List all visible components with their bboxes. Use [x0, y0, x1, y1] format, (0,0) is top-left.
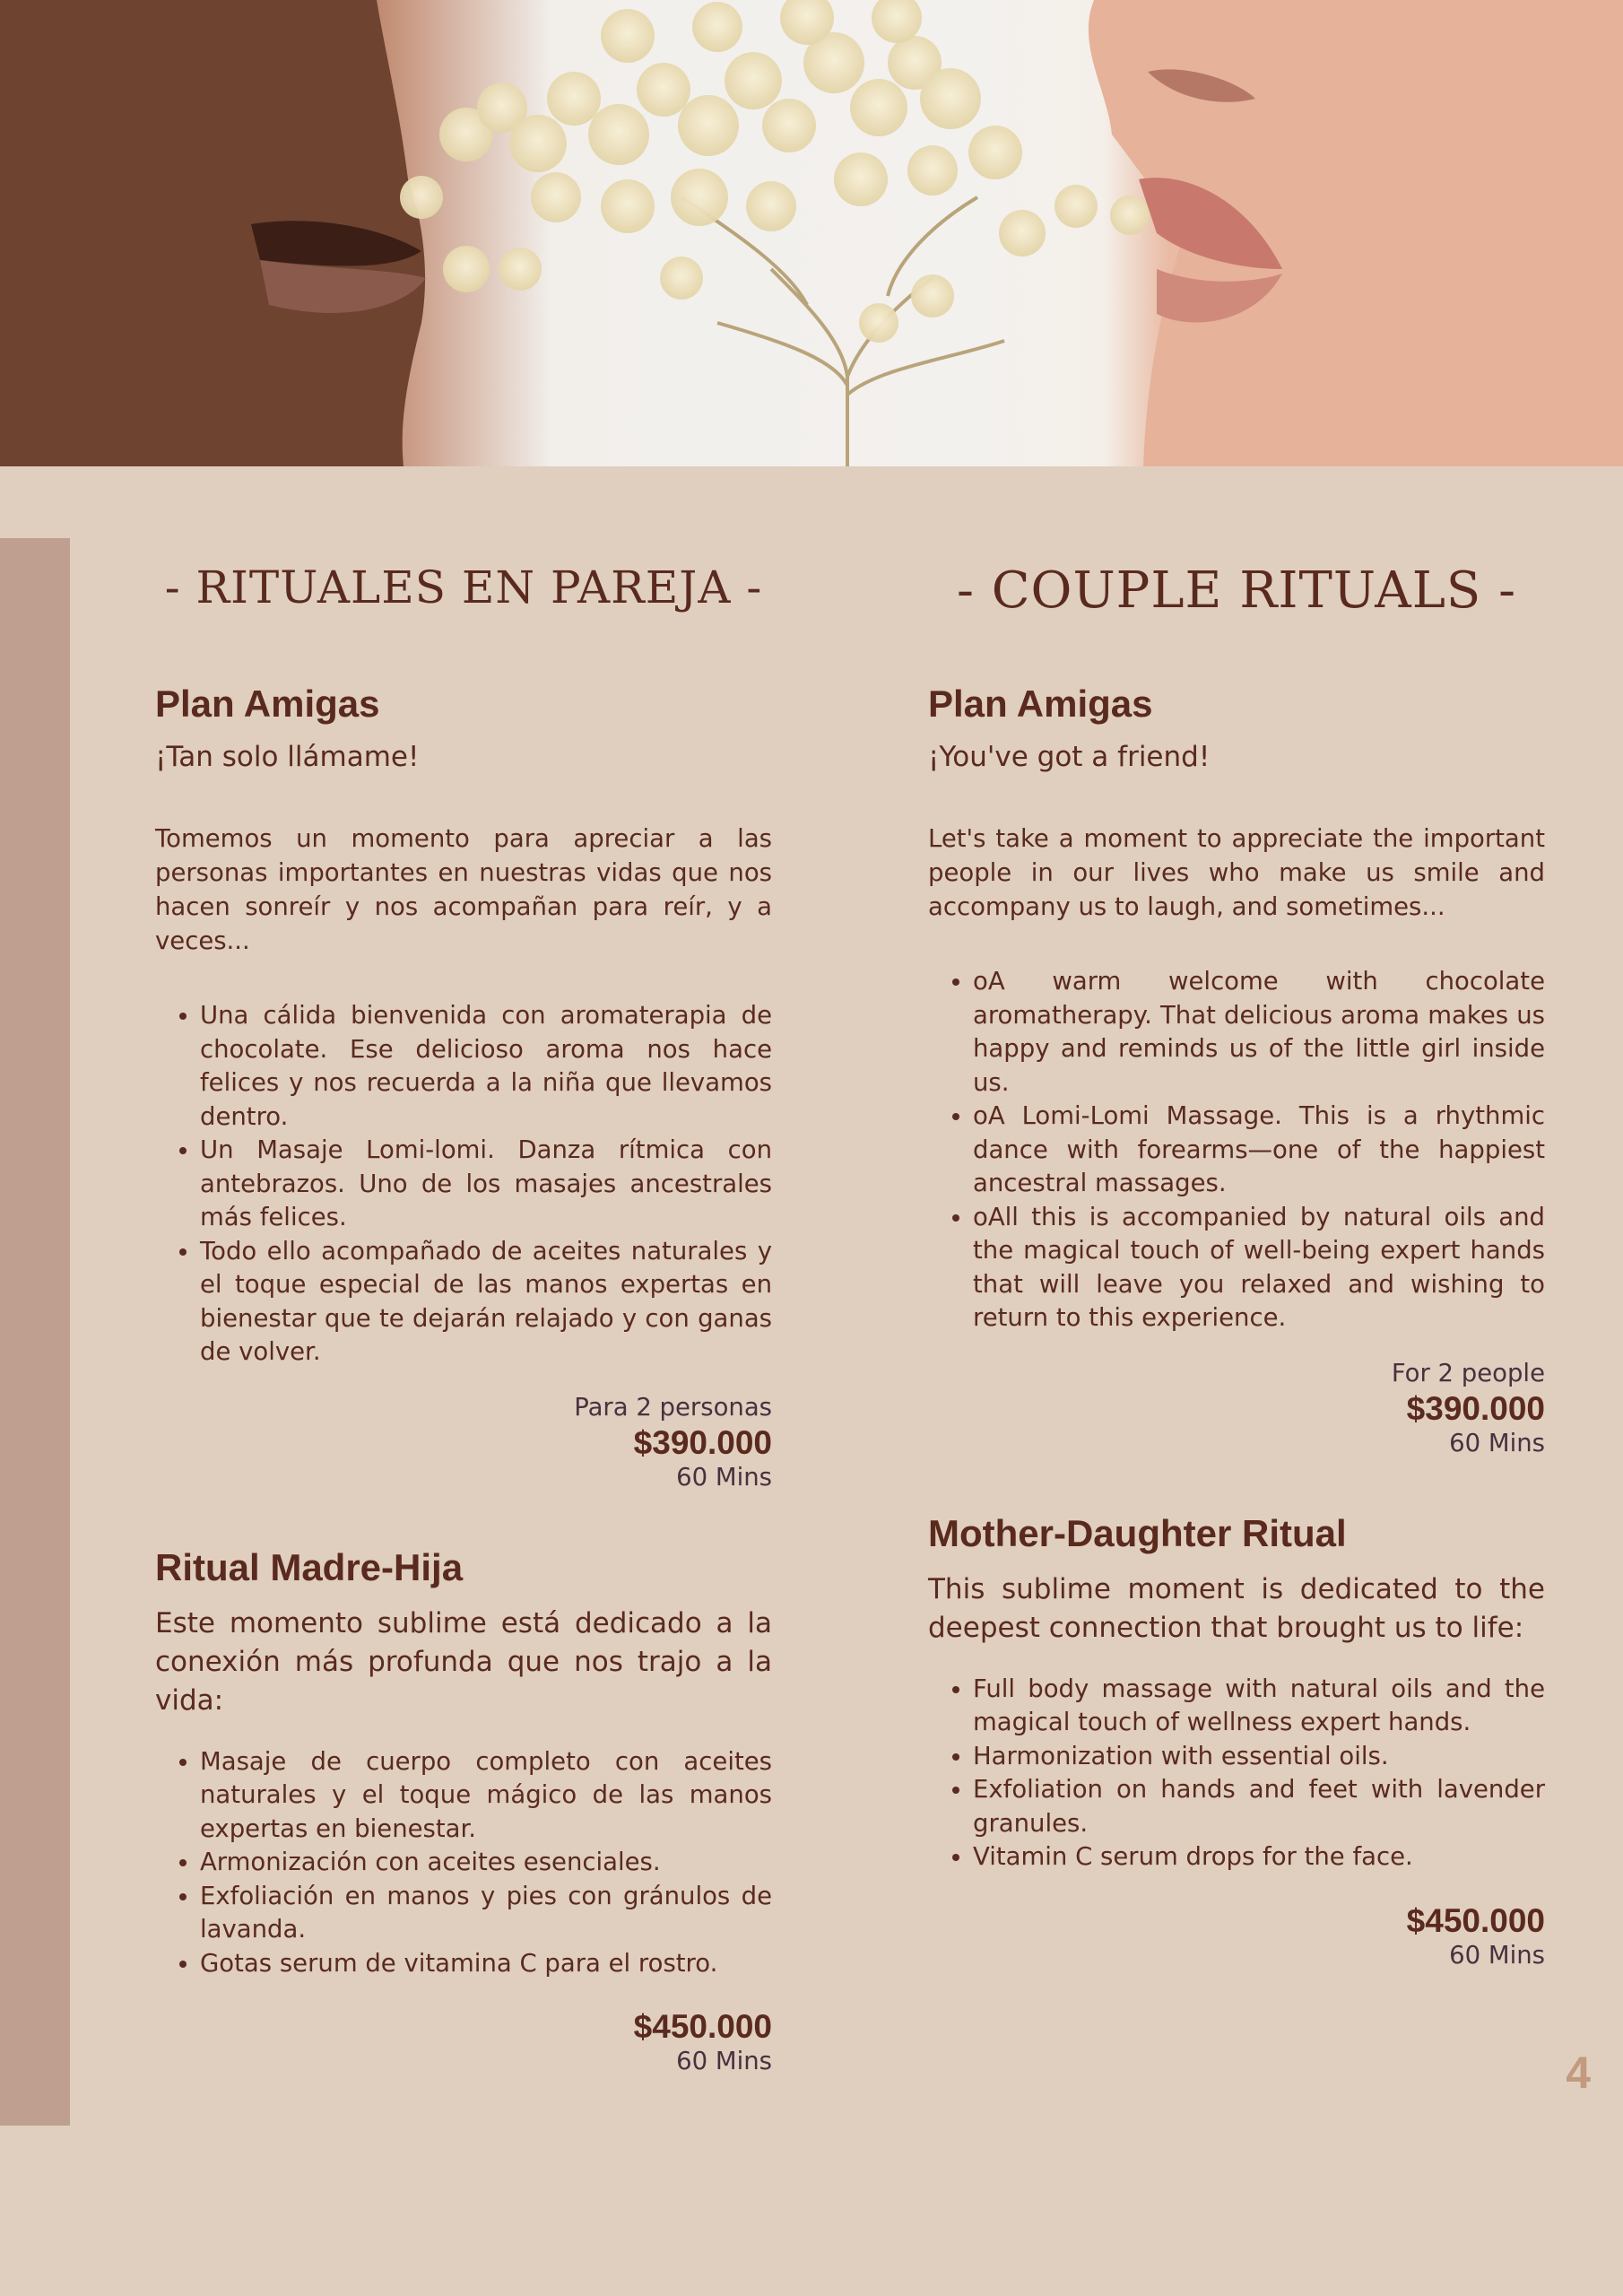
package-items: [155, 1745, 772, 1981]
list-item: • Exfoliation on hands and feet with lavender granules.: [973, 1773, 1545, 1840]
people-count: Para 2 personas: [574, 1392, 772, 1422]
package-title: Plan Amigas: [928, 683, 1153, 725]
price-block: [155, 1391, 772, 1492]
english-column: [928, 538, 1545, 1970]
list-item: • Un Masaje Lomi-lomi. Danza rítmica con antebrazos. Uno de los masajes ancestrales más felices.: [200, 1134, 772, 1235]
package-intro: Este momento sublime está dedicado a la conexión más profunda que nos trajo a la vida:: [155, 1606, 772, 1717]
package-intro: Tomemos un momento para apreciar a las personas importantes en nuestras vidas que nos hacen sonreír y nos acompañan para reír, y a veces...: [155, 824, 772, 955]
duration: 60 Mins: [676, 1462, 772, 1492]
spanish-column: [155, 538, 772, 2075]
price-block: [155, 2007, 772, 2075]
list-item: • Armonización con aceites esenciales.: [200, 1846, 772, 1880]
decorative-side-bar: [0, 538, 70, 2126]
package-title: Ritual Madre-Hija: [155, 1545, 464, 1588]
list-item: • Exfoliación en manos y pies con gránulos de lavanda.: [200, 1880, 772, 1947]
hydrangea-illustration: [0, 0, 1623, 466]
package-subtitle: ¡You've got a friend!: [928, 741, 1211, 773]
list-item: • Full body massage with natural oils and the magical touch of wellness expert hands.: [973, 1673, 1545, 1740]
package-items: [928, 1673, 1545, 1874]
duration: 60 Mins: [676, 2047, 772, 2075]
package-intro: This sublime moment is dedicated to the deepest connection that brought us to life:: [928, 1572, 1545, 1644]
list-item: • oAll this is accompanied by natural oils and the magical touch of well-being expert hands that will leave you relaxed and wishing to return to this experience.: [973, 1201, 1545, 1335]
section-title: - RITUALES EN PAREJA -: [164, 561, 763, 613]
package-items: [928, 965, 1545, 1335]
package-items: [155, 999, 772, 1370]
list-item: • oA Lomi-Lomi Massage. This is a rhythmic dance with forearms—one of the happiest ancestral massages.: [973, 1100, 1545, 1201]
list-item: • Vitamin C serum drops for the face.: [973, 1840, 1545, 1874]
price: $390.000: [1406, 1389, 1545, 1427]
package-title: Mother-Daughter Ritual: [928, 1511, 1347, 1554]
price-block: [928, 1357, 1545, 1457]
price-block: [928, 1901, 1545, 1970]
people-count: For 2 people: [1391, 1358, 1545, 1387]
package-title: Plan Amigas: [155, 683, 380, 725]
price: $450.000: [633, 2008, 772, 2045]
list-item: • Gotas serum de vitamina C para el rostro.: [200, 1947, 772, 1981]
duration: 60 Mins: [1449, 1940, 1545, 1970]
duration: 60 Mins: [1449, 1428, 1545, 1457]
package-intro: Let's take a moment to appreciate the important people in our lives who make us smile and accompany us to laugh, and sometimes...: [928, 824, 1545, 921]
list-item: • Masaje de cuerpo completo con aceites naturales y el toque mágico de las manos expertas en bienestar.: [200, 1745, 772, 1847]
hero-image: [0, 0, 1623, 466]
price: $450.000: [1406, 1901, 1545, 1939]
price: $390.000: [633, 1423, 772, 1461]
list-item: • Harmonization with essential oils.: [973, 1740, 1545, 1774]
section-title: - COUPLE RITUALS -: [956, 561, 1517, 620]
list-item: • Todo ello acompañado de aceites naturales y el toque especial de las manos expertas en bienestar que te dejarán relajado y con ganas de volver.: [200, 1235, 772, 1370]
page-number: 4: [1566, 2048, 1591, 2098]
list-item: • oA warm welcome with chocolate aromatherapy. That delicious aroma makes us happy and reminds us of the little girl inside us.: [973, 965, 1545, 1100]
package-subtitle: ¡Tan solo llámame!: [155, 741, 420, 773]
list-item: • Una cálida bienvenida con aromaterapia de chocolate. Ese delicioso aroma nos hace felices y nos recuerda a la niña que llevamos dentro.: [200, 999, 772, 1134]
